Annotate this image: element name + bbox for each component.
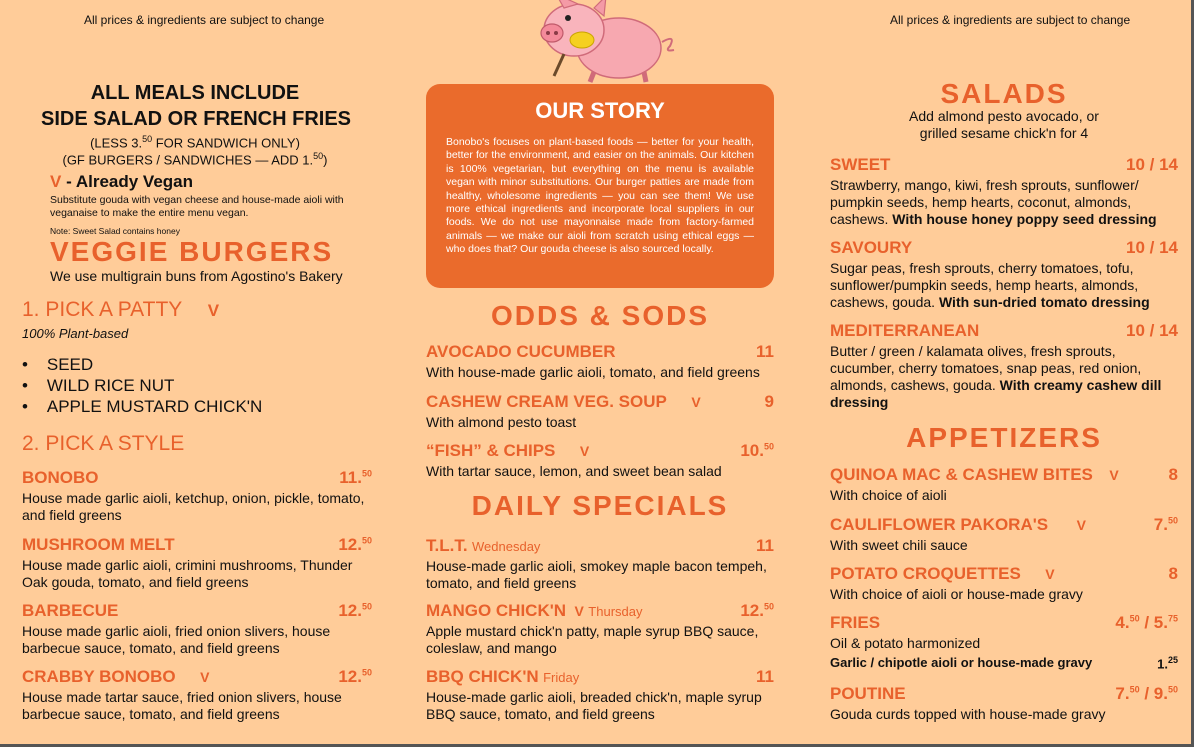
vegan-mark: V <box>50 172 62 191</box>
patty-item-label: APPLE MUSTARD CHICK'N <box>46 397 263 416</box>
item-name: MUSHROOM MELT <box>22 535 175 554</box>
veggie-burgers-title: VEGGIE BURGERS <box>50 236 334 267</box>
item-name: POTATO CROQUETTES <box>830 564 1021 583</box>
price-note-left: All prices & ingredients are subject to change <box>84 13 325 27</box>
item-price: 11 <box>756 342 774 361</box>
menu-item-bonobo <box>22 468 372 524</box>
item-dressing: With creamy cashew dill dressing <box>830 377 1162 410</box>
item-dressing: With house honey poppy seed dressing <box>892 211 1157 227</box>
item-price: 9 <box>764 392 774 411</box>
item-dressing: With sun-dried tomato dressing <box>938 294 1150 310</box>
menu-item-poutine <box>830 684 1178 723</box>
odds-sods-title: ODDS & SODS <box>490 300 710 331</box>
sweet-salad-honey-note: Note: Sweet Salad contains honey <box>50 226 180 236</box>
item-price: 10 / 14 <box>1126 155 1178 174</box>
daily-specials-title: DAILY SPECIALS <box>471 490 729 521</box>
menu-item-crabby-bonobo <box>22 667 372 723</box>
menu-item-mediterranean-salad <box>830 321 1178 411</box>
vegan-mark: V <box>579 443 590 459</box>
item-name: MANGO CHICK'N <box>426 601 567 620</box>
item-price: 12.50 <box>338 535 372 554</box>
aioli-gravy-addon <box>830 655 1178 670</box>
vegan-legend <box>50 172 193 192</box>
pick-patty-vegan-mark: V <box>207 301 220 320</box>
item-name: BBQ CHICK'N <box>426 667 539 686</box>
item-desc: House made tartar sauce, fried onion slivers, house barbecue sauce, tomato, and field greens <box>22 689 342 722</box>
item-desc: House made garlic aioli, ketchup, onion, pickle, tomato, and field greens <box>22 490 365 523</box>
vegan-mark: V <box>1045 566 1055 582</box>
patty-item-label: WILD RICE NUT <box>46 376 175 395</box>
item-desc: House made garlic aioli, crimini mushrooms, Thunder Oak gouda, tomato, and field greens <box>22 557 353 590</box>
vegan-legend-label: - Already Vegan <box>66 172 193 191</box>
item-name: POUTINE <box>830 684 906 703</box>
salads-title: SALADS <box>940 78 1068 109</box>
item-price: 7.50 <box>1153 515 1178 534</box>
menu-item-quinoa-mac <box>830 465 1178 504</box>
item-price: 8 <box>1168 465 1178 484</box>
item-name: MEDITERRANEAN <box>830 321 980 340</box>
item-desc: With choice of aioli <box>830 487 947 503</box>
menu-item-potato-croquettes <box>830 564 1178 603</box>
item-day: Thursday <box>588 604 643 619</box>
item-name: T.L.T. <box>426 536 468 555</box>
item-desc: House-made garlic aioli, breaded chick'n, maple syrup BBQ sauce, tomato, and field greens <box>426 689 762 722</box>
item-price: 11 <box>756 536 774 555</box>
item-desc: Oil & potato harmonized <box>830 635 981 651</box>
menu-item-barbecue <box>22 601 372 657</box>
menu-item-tlt <box>426 536 774 592</box>
menu-item-cashew-soup <box>426 392 774 431</box>
item-desc: With tartar sauce, lemon, and sweet bean salad <box>426 463 722 479</box>
pick-patty-heading <box>22 298 219 322</box>
item-name: FRIES <box>830 613 881 632</box>
our-story-box <box>426 84 774 288</box>
item-desc: Sugar peas, fresh sprouts, cherry tomatoes, tofu, sunflower/pumpkin seeds, hemp hearts, almonds, cashews, gouda. <box>830 260 1139 310</box>
pig-mascot-illustration <box>534 0 684 84</box>
patty-item: • SEED <box>22 355 94 374</box>
menu-item-avocado-cucumber <box>426 342 774 381</box>
item-desc: Apple mustard chick'n patty, maple syrup BBQ sauce, coleslaw, and mango <box>426 623 759 656</box>
item-price: 11.50 <box>339 468 372 487</box>
patty-item: • WILD RICE NUT <box>22 376 175 395</box>
pick-patty-label: 1. PICK A PATTY <box>22 298 182 321</box>
vegan-mark: V <box>691 394 701 410</box>
patty-item-label: SEED <box>46 355 94 374</box>
item-price: 7.50 / 9.50 <box>1115 684 1178 703</box>
item-desc: Butter / green / kalamata olives, fresh sprouts, cucumber, cherry tomatoes, snap peas, red onion, almonds, cashews, gouda. <box>830 343 1142 393</box>
item-price: 4.50 / 5.75 <box>1115 613 1178 632</box>
vegan-mark: V <box>574 603 584 619</box>
item-price: 10 / 14 <box>1126 238 1178 257</box>
item-name: “FISH” & CHIPS <box>426 441 556 460</box>
item-day: Friday <box>543 670 580 685</box>
meals-line-3: (LESS 3.50 FOR SANDWICH ONLY) <box>90 134 300 151</box>
item-name: CRABBY BONOBO <box>22 667 176 686</box>
salads-subtitle: Add almond pesto avocado, or grilled sesame chick'n for 4 <box>909 108 1099 141</box>
addon-price: 1.25 <box>1157 655 1178 672</box>
menu-item-fish-chips <box>426 441 774 480</box>
item-name: BONOBO <box>22 468 99 487</box>
item-desc: Gouda curds topped with house-made gravy <box>830 706 1106 722</box>
item-price: 12.50 <box>338 667 372 686</box>
item-price: 10 / 14 <box>1126 321 1178 340</box>
menu-item-sweet-salad <box>830 155 1178 228</box>
meals-line-2: SIDE SALAD OR FRENCH FRIES <box>40 108 352 130</box>
vegan-mark: V <box>1109 467 1119 483</box>
item-price: 12.50 <box>338 601 372 620</box>
item-desc: House-made garlic aioli, smokey maple bacon tempeh, tomato, and field greens <box>426 558 767 591</box>
item-name: SWEET <box>830 155 891 174</box>
item-desc: With almond pesto toast <box>426 414 577 430</box>
menu-item-bbq-chickn <box>426 667 774 723</box>
item-price: 11 <box>756 667 774 686</box>
item-desc: House made garlic aioli, fried onion slivers, house barbecue sauce, tomato, and field greens <box>22 623 331 656</box>
our-story-text: Bonobo's focuses on plant-based foods — better for your health, better for the environment, and easier on the animals. Our kitchen is 100% vegetarian, but everything on the menu is available vegan with minor substitutions. Our burger patties are made from healthy, wholesome ingredients — you can see them! We use more ethical ingredients and incorporate local suppliers in our foods. We do not use mayonnaise made from factory-farmed animals — we make our aioli from scratch using ethical eggs — who does that? Our gouda cheese is also sourced locally. <box>446 136 754 256</box>
vegan-substitute-note: Substitute gouda with vegan cheese and house-made aioli with veganaise to make the entire menu vegan. <box>50 194 344 219</box>
meals-line-1: ALL MEALS INCLUDE <box>90 82 300 104</box>
item-name: CASHEW CREAM VEG. SOUP <box>426 392 667 411</box>
menu-item-savoury-salad <box>830 238 1178 311</box>
appetizers-title: APPETIZERS <box>906 422 1102 453</box>
price-note-right: All prices & ingredients are subject to change <box>890 13 1131 27</box>
item-desc: Strawberry, mango, kiwi, fresh sprouts, sunflower/ pumpkin seeds, hemp hearts, coconut, almonds, cashews. <box>830 177 1139 227</box>
item-name: AVOCADO CUCUMBER <box>426 342 616 361</box>
menu-item-mango-chickn <box>426 601 774 657</box>
plant-based-note: 100% Plant-based <box>22 326 129 341</box>
item-desc: With choice of aioli or house-made gravy <box>830 586 1083 602</box>
menu-item-mushroom-melt <box>22 535 372 591</box>
vegan-mark: V <box>200 669 210 685</box>
menu-item-cauliflower-pakora <box>830 515 1178 554</box>
item-name: CAULIFLOWER PAKORA'S <box>830 515 1049 534</box>
item-day: Wednesday <box>472 539 541 554</box>
item-price: 10.50 <box>740 441 774 460</box>
our-story-title: OUR STORY <box>535 98 665 123</box>
veggie-burgers-subtitle: We use multigrain buns from Agostino's Bakery <box>50 268 343 284</box>
item-desc: With sweet chili sauce <box>830 537 968 553</box>
item-price: 8 <box>1168 564 1178 583</box>
item-name: SAVOURY <box>830 238 913 257</box>
pick-style-heading: 2. PICK A STYLE <box>22 432 185 455</box>
item-desc: With house-made garlic aioli, tomato, and field greens <box>426 364 760 380</box>
item-name: BARBECUE <box>22 601 119 620</box>
vegan-mark: V <box>1076 517 1086 533</box>
meals-line-4: (GF BURGERS / SANDWICHES — ADD 1.50) <box>62 151 328 168</box>
menu-item-fries <box>830 613 1178 652</box>
patty-item: • APPLE MUSTARD CHICK'N <box>22 397 263 416</box>
addon-label: Garlic / chipotle aioli or house-made gravy <box>830 655 1093 670</box>
patty-list <box>22 355 262 418</box>
item-name: QUINOA MAC & CASHEW BITES <box>830 465 1093 484</box>
item-price: 12.50 <box>740 601 774 620</box>
